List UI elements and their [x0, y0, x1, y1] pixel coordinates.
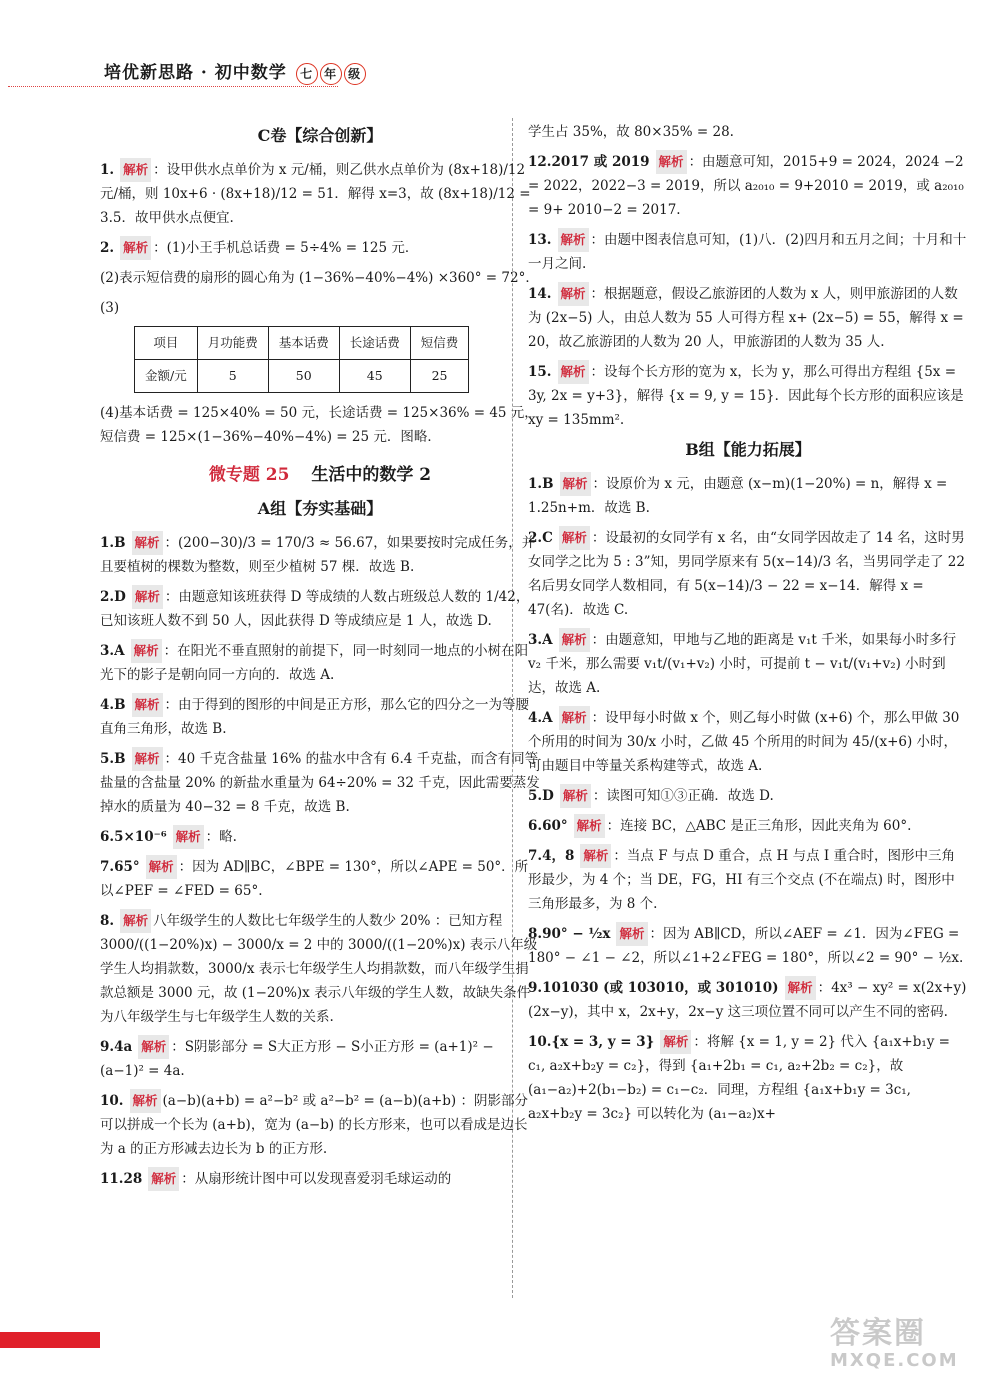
answer-text: ：4x³ − xy² = x(2x+y)(2x−y)，其中 x，2x+y，2x−y 这三项位置不同可以产生不同的密码. — [528, 980, 967, 1020]
analysis-tag: 解析 — [560, 472, 591, 496]
table-label: (3) — [100, 300, 120, 316]
answer-number: 10. — [100, 1093, 124, 1109]
answer-number: 5.B — [100, 751, 126, 767]
answer-item — [528, 784, 968, 808]
answer-item — [528, 976, 968, 1024]
answer-number: 1.B — [528, 476, 554, 492]
analysis-tag: 解析 — [148, 1167, 179, 1191]
header-rule — [8, 86, 338, 87]
after-table-text: (4)基本话费 = 125×40% = 50 元，长途话费 = 125×36% = 45 元，短信费 = 125×(1−36%−40%−4%) = 25 元．图略． — [100, 405, 538, 445]
section-title-c: C卷【综合创新】 — [257, 126, 383, 145]
answer-number: 4.A — [528, 710, 553, 726]
a-answer-list — [100, 531, 540, 1191]
answer-text: ：根据题意，假设乙旅游团的人数为 x 人，则甲旅游团的人数为 (2x−5) 人，由总人数为 55 人可得方程 x+ (2x−5) = 55，解得 x = 20，故乙旅游团的人数为 20 人，甲旅游团的人数为 35 人. — [528, 286, 964, 350]
analysis-tag: 解析 — [558, 360, 589, 384]
answer-item — [100, 1167, 540, 1191]
answer-number: 11.28 — [100, 1171, 143, 1187]
answer-item — [100, 531, 540, 579]
answer-number: 6.5×10⁻⁶ — [100, 829, 167, 845]
answer-text: ：在阳光不垂直照射的前提下，同一时刻同一地点的小树在阳光下的影子是朝向同一方向的．故选 A. — [100, 643, 529, 683]
watermark-logo — [830, 1308, 980, 1378]
answer-number: 4.B — [100, 697, 126, 713]
fee-table-header-row — [135, 327, 469, 360]
answer-item — [528, 150, 968, 222]
answer-text: ：从扇形统计图中可以发现喜爱羽毛球运动的 — [181, 1171, 452, 1187]
analysis-tag: 解析 — [656, 150, 687, 174]
answer-number: 13. — [528, 232, 552, 248]
analysis-tag: 解析 — [146, 855, 177, 879]
answer-text: ：(200−30)/3 = 170/3 ≈ 56.67，如果要按时完成任务，并且要植树的棵数为整数，则至少植树 57 棵．故选 B. — [100, 535, 536, 575]
answer-number: 1.B — [100, 535, 126, 551]
answer-item — [528, 814, 968, 838]
answer-item — [528, 628, 968, 700]
right-top-answer-list — [528, 120, 968, 432]
answer-item — [100, 855, 540, 903]
fee-table-header-cell: 短信费 — [410, 327, 469, 360]
answer-text: ：设每个长方形的宽为 x，长为 y，那么可得出方程组 {5x = 3y, 2x = y+3}，解得 {x = 9, y = 15}．因此每个长方形的面积应该是 xy = 135mm². — [528, 364, 964, 428]
answer-text: ：设最初的女同学有 x 名，由“女同学因故走了 14 名，这时男女同学之比为 5 : 3”知，男同学原来有 5(x−14)/3 名，当男同学走了 22 名后男女同学人数相同，有 5(x−14)/3 − 22 = x−14．解得 x = 47(名)．故选 C. — [528, 530, 965, 618]
answer-number: 14. — [528, 286, 552, 302]
answer-text: ：当点 F 与点 D 重合，点 H 与点 I 重合时，图形中三角形最少，为 4 个；当 DE，FG，HI 有三个交点 (不在端点) 时，图形中三角形最多，为 8 个. — [528, 848, 956, 912]
analysis-tag: 解析 — [130, 1089, 161, 1113]
answer-item — [528, 228, 968, 276]
section-title-b: B组【能力拓展】 — [685, 440, 811, 459]
answer-number: 2.C — [528, 530, 553, 546]
fee-table-cell: 25 — [410, 360, 469, 393]
answer-number: 2. — [100, 240, 115, 256]
answer-number: 9.4a — [100, 1039, 133, 1055]
answer-number: 2.D — [100, 589, 126, 605]
answer-text: ：读图可知①③正确．故选 D. — [592, 788, 774, 804]
grade-badge-2: 年 — [320, 63, 342, 85]
analysis-tag: 解析 — [132, 747, 163, 771]
answer-text: ：由题中图表信息可知，(1)八．(2)四月和五月之间；十月和十一月之间. — [528, 232, 967, 272]
answer-text: ：(1)小王手机总话费 = 5÷4% = 125 元． — [153, 240, 419, 256]
analysis-tag: 解析 — [120, 236, 151, 260]
analysis-tag: 解析 — [559, 706, 590, 730]
footer-red-bar — [0, 1332, 100, 1348]
analysis-tag: 解析 — [558, 228, 589, 252]
fee-table — [134, 326, 469, 393]
answer-text: 八年级学生的人数比七年级学生的人数少 20% ：已知方程 3000/((1−20%)x) − 3000/x = 2 中的 3000/((1−20%)x) 表示八年级学生人均捐款数，3000/x 表示七年级学生人均捐款数，而八年级学生捐款总额是 3000 元，故 (1−20%)x 表示八年级的学生人数，故缺失条件为八年级学生与七年级学生人数的关系. — [100, 913, 538, 1025]
answer-text: ：将解 {x = 1, y = 2} 代入 {a₁x+b₁y = c₁, a₂x+b₂y = c₂}，得到 {a₁+2b₁ = c₁, a₂+2b₂ = c₂}，故 (a₁−a₂)+2(b₁−b₂) = c₁−c₂．同理，方程组 {a₁x+b₁y = 3c₁, a₂x+b₂y = 3c₂} 可以转化为 (a₁−a₂)x+ — [528, 1034, 950, 1122]
watermark-text: 答案圈 — [830, 1316, 926, 1351]
analysis-tag: 解析 — [574, 814, 605, 838]
analysis-tag: 解析 — [138, 1035, 169, 1059]
answer-text: ：由题意知，甲地与乙地的距离是 v₁t 千米，如果每小时多行 v₂ 千米，那么需要 v₁t/(v₁+v₂) 小时，可提前 t − v₁t/(v₁+v₂) 小时到达，故选 A. — [528, 632, 957, 696]
answer-text: ：因为 AB∥CD，所以∠AEF = ∠1．因为∠FEG = 180° − ∠1 − ∠2，所以∠1+2∠FEG = 180°，所以∠2 = 90° − ½x. — [528, 926, 964, 966]
answer-number: 6.60° — [528, 818, 568, 834]
answer-text: (2)表示短信费的扇形的圆心角为 (1−36%−40%−4%) ×360° = 72°． — [100, 270, 539, 286]
answer-text: ：设甲供水点单价为 x 元/桶，则乙供水点单价为 (8x+18)/12 元/桶，则 10x+6 · (8x+18)/12 = 51．解得 x=3，故 (8x+18)/12 = 3.5．故甲供水点便宜. — [100, 162, 531, 226]
answer-item — [100, 266, 540, 290]
answer-number: 12.2017 或 2019 — [528, 154, 650, 170]
book-title — [104, 58, 366, 85]
answer-number: 7.4，8 — [528, 848, 575, 864]
analysis-tag: 解析 — [785, 976, 816, 1000]
analysis-tag: 解析 — [173, 825, 204, 849]
answer-number: 3.A — [100, 643, 125, 659]
answer-item — [528, 1030, 968, 1126]
analysis-tag: 解析 — [120, 158, 151, 182]
right-column — [528, 120, 968, 1132]
answer-number: 3.A — [528, 632, 553, 648]
fee-table-row — [135, 360, 469, 393]
fee-table-cell: 5 — [197, 360, 268, 393]
answer-text: ：由于得到的图形的中间是正方形，那么它的四分之一为等腰直角三角形，故选 B. — [100, 697, 530, 737]
fee-table-header-cell: 长途话费 — [339, 327, 410, 360]
grade-badge-1: 七 — [296, 63, 318, 85]
answer-text: ：40 千克含盐量 16% 的盐水中含有 6.4 千克盐，而含有同等盐量的含盐量 20% 的新盐水重量为 64÷20% = 32 千克，因此需要蒸发掉水的质量为 40−32 = 8 千克，故选 B. — [100, 751, 540, 815]
analysis-tag: 解析 — [120, 909, 151, 933]
answer-text: (a−b)(a+b) = a²−b² 或 a²−b² = (a−b)(a+b) ：阴影部分可以拼成一个长为 (a+b)，宽为 (a−b) 的长方形来，也可以看成是边长为 a 的正方形减去边长为 b 的正方形. — [100, 1093, 528, 1157]
answer-item — [528, 922, 968, 970]
grade-badge-3: 级 — [344, 63, 366, 85]
watermark-url: MXQE.COM — [830, 1350, 959, 1371]
answer-number: 8. — [100, 913, 115, 929]
analysis-tag: 解析 — [132, 693, 163, 717]
topic-title: 生活中的数学 2 — [311, 465, 432, 485]
answer-item — [100, 909, 540, 1029]
answer-number: 5.D — [528, 788, 554, 804]
answer-item — [528, 120, 968, 144]
answer-item — [100, 1035, 540, 1083]
answer-text: ：设原价为 x 元，由题意 (x−m)(1−20%) = n，解得 x = 1.25n+m．故选 B. — [528, 476, 948, 516]
answer-item — [528, 526, 968, 622]
analysis-tag: 解析 — [558, 282, 589, 306]
answer-number: 15. — [528, 364, 552, 380]
answer-text: ：因为 AD∥BC，∠BPE = 130°，所以∠APE = 50°．所以∠PEF = ∠FED = 65°. — [100, 859, 529, 899]
answer-item — [528, 360, 968, 432]
left-column — [100, 120, 540, 1197]
fee-table-cell: 45 — [339, 360, 410, 393]
answer-item — [100, 825, 540, 849]
analysis-tag: 解析 — [559, 526, 590, 550]
answer-item — [100, 585, 540, 633]
answer-item — [100, 236, 540, 260]
analysis-tag: 解析 — [131, 639, 162, 663]
answer-item — [100, 639, 540, 687]
answer-text: ：连接 BC，△ABC 是正三角形，因此夹角为 60°. — [606, 818, 912, 834]
answer-text: ：设甲每小时做 x 个，则乙每小时做 (x+6) 个，那么甲做 30 个所用的时间为 30/x 小时，乙做 45 个所用的时间为 45/(x+6) 小时，可由题目中等量关系构建等式，故选 A. — [528, 710, 960, 774]
answer-text: ：S阴影部分 = S大正方形 − S小正方形 = (a+1)² − (a−1)² = 4a. — [100, 1039, 494, 1079]
analysis-tag: 解析 — [132, 531, 163, 555]
fee-table-header-cell: 项目 — [135, 327, 198, 360]
section-title-a: A组【夯实基础】 — [257, 499, 383, 518]
b-answer-list — [528, 472, 968, 1126]
fee-table-header-cell: 月功能费 — [197, 327, 268, 360]
answer-item — [100, 1089, 540, 1161]
answer-text: ：由题意可知，2015+9 = 2024，2024 −2 = 2022，2022−3 = 2019，所以 a₂₀₁₀ = 9+2010 = 2019，或 a₂₀₁₀ = 9+ 2010−2 = 2017. — [528, 154, 964, 218]
fee-table-header-cell: 基本话费 — [268, 327, 339, 360]
answer-text: ：略. — [205, 829, 237, 845]
analysis-tag: 解析 — [132, 585, 163, 609]
fee-table-cell: 50 — [268, 360, 339, 393]
book-title-text: 培优新思路 · 初中数学 — [104, 63, 287, 83]
answer-item — [528, 282, 968, 354]
answer-number: 9.101030 (或 103010，或 301010) — [528, 980, 779, 996]
analysis-tag: 解析 — [660, 1030, 691, 1054]
fee-table-cell: 金额/元 — [135, 360, 198, 393]
topic-number: 微专题 25 — [208, 465, 290, 485]
c-answer-list — [100, 158, 540, 290]
analysis-tag: 解析 — [580, 844, 611, 868]
answer-number: 7.65° — [100, 859, 140, 875]
answer-item — [528, 472, 968, 520]
answer-item — [100, 158, 540, 230]
answer-number: 10.{x = 3, y = 3} — [528, 1034, 655, 1050]
analysis-tag: 解析 — [559, 628, 590, 652]
answer-item — [100, 747, 540, 819]
answer-number: 1. — [100, 162, 115, 178]
answer-text: 学生占 35%，故 80×35% = 28. — [528, 124, 734, 140]
analysis-tag: 解析 — [616, 922, 647, 946]
answer-item — [100, 693, 540, 741]
analysis-tag: 解析 — [560, 784, 591, 808]
answer-number: 8.90° − ½x — [528, 926, 611, 942]
page-header — [0, 0, 1000, 90]
answer-text: ：由题意知该班获得 D 等成绩的人数占班级总人数的 1/42，已知该班人数不到 50 人，因此获得 D 等成绩应是 1 人，故选 D. — [100, 589, 530, 629]
answer-item — [528, 844, 968, 916]
answer-item — [528, 706, 968, 778]
topic-heading — [100, 463, 540, 487]
